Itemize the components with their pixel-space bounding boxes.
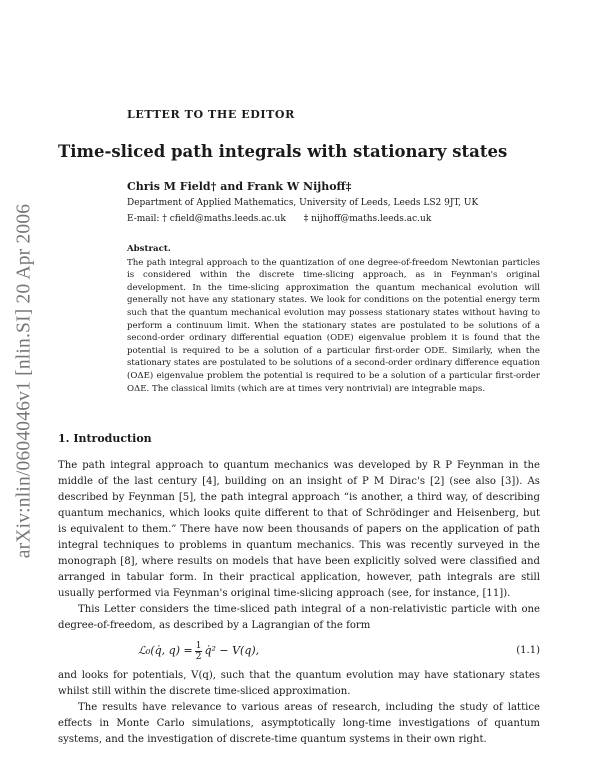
paragraph: The results have relevance to various areas of research, including the study of lattice effects in Monte Carlo simulations, asymptotically long-time investigations of quantum systems, and the investigation of discrete-time quantum systems in their own right. — [58, 702, 540, 745]
abstract-block — [127, 243, 540, 395]
arxiv-identifier-stamp — [2, 186, 46, 576]
arxiv-stamp-text: arXiv:nlin/0604046v1 [nlin.SI] 20 Apr 2006 — [13, 203, 35, 559]
author-list: Chris M Field† and Frank W Nijhoff‡ — [127, 180, 352, 193]
abstract-label: Abstract. — [127, 244, 171, 254]
fraction-numerator: 1 — [195, 640, 202, 651]
fraction-denominator: 2 — [195, 651, 202, 662]
letter-banner: LETTER TO THE EDITOR — [127, 108, 295, 121]
email-first: E-mail: † cfield@maths.leeds.ac.uk — [127, 214, 286, 224]
email-line — [127, 214, 431, 224]
fraction-one-half — [195, 641, 203, 662]
abstract-text: The path integral approach to the quantization of one degree-of-freedom Newtonian particles is considered within the discrete time-slicing approach, as in Feynman's original development. In the time-slicing approximation the quantum mechanical evolution will generally not have any stationary states. We look for conditions on the potential energy term such that the quantum mechanical evolution may possess stationary states without having to perform a continuum limit. When the stationary states are postulated to be solutions of a second-order ordinary differential equation (ODE) eigenvalue problem it is found that the potential is required to be a solution of a particular first-order ODE. Similarly, when the stationary states are postulated to be solutions of a second-order ordinary difference equation (OΔE) eigenvalue problem the potential is required to be a solution of a particular first-order OΔE. The classical limits (which are at times very nontrivial) are integrable maps. — [127, 257, 540, 394]
equation-lagrangian — [58, 634, 540, 668]
section-heading-introduction: 1. Introduction — [58, 432, 152, 445]
paper-title: Time-sliced path integrals with stationary states — [58, 142, 508, 161]
paragraph: The path integral approach to quantum mechanics was developed by R P Feynman in the middle of the last century [4], building on an insight of P M Dirac's [2] (see also [3]). As described by Feynman [5], the path integral approach “is another, a third way, of describing quantum mechanics, which looks quite different to that of Schrödinger and Heisenberg, but is equivalent to them.” There have now been thousands of papers on the application of path integral techniques to problems in quantum mechanics. This was recently surveyed in the monograph [8], where results on models that have been explicitly solved were classified and arranged in tabular form. In their practical application, however, path integrals are still usually performed via Feynman's original time-slicing approach (see, for instance, [11]). — [58, 460, 540, 599]
equation-body — [138, 641, 259, 662]
affiliation: Department of Applied Mathematics, University of Leeds, Leeds LS2 9JT, UK — [127, 198, 479, 208]
email-second: ‡ nijhoff@maths.leeds.ac.uk — [303, 214, 432, 224]
equation-lhs: ℒ₀(q̇, q) = — [138, 644, 193, 657]
equation-number: (1.1) — [516, 645, 540, 656]
paragraph: This Letter considers the time-sliced path integral of a non-relativistic particle with one degree-of-freedom, as described by a Lagrangian of the form — [58, 604, 540, 631]
equation-rhs: q̇² − V(q), — [204, 644, 260, 657]
paragraph: and looks for potentials, V(q), such that the quantum evolution may have stationary states whilst still within the discrete time-sliced approximation. — [58, 670, 540, 697]
introduction-body — [58, 458, 540, 748]
